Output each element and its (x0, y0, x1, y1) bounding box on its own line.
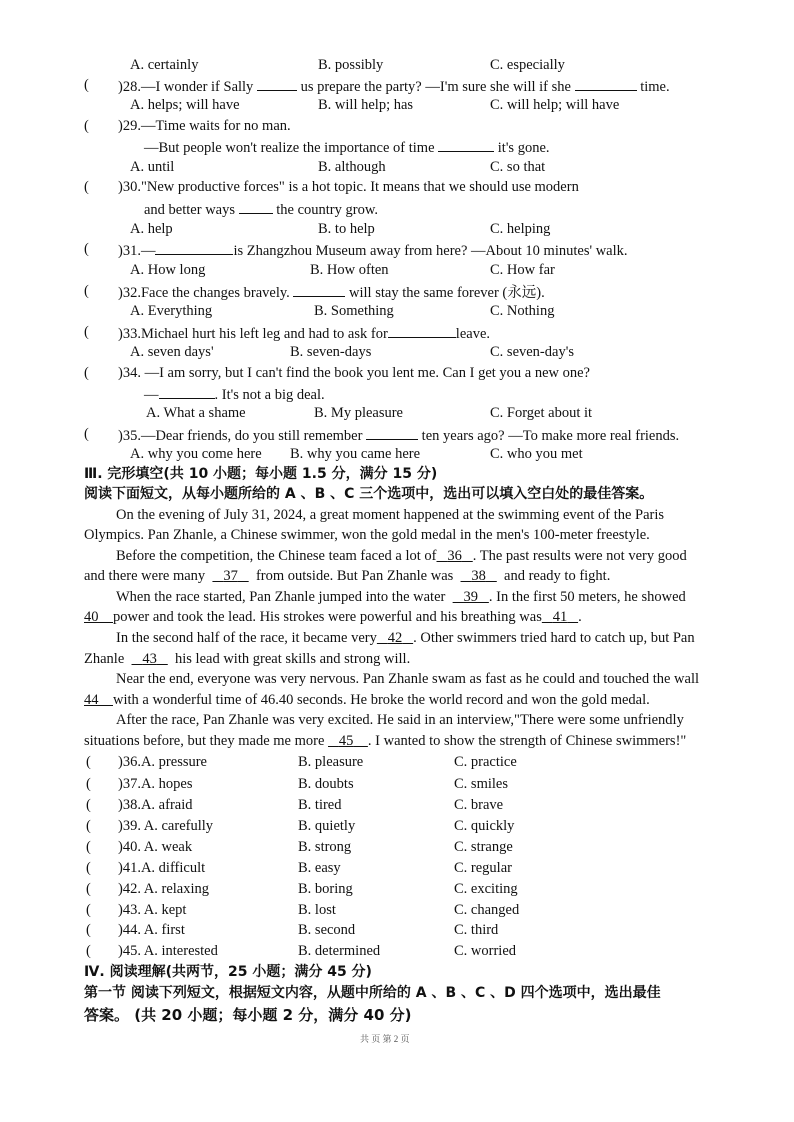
passage-p5-line1: Near the end, everyone was very nervous. Pan Zhanle swam as fast as he could and touched the wall (116, 671, 700, 687)
q34-stem-line2: — . It's not a big deal. (144, 384, 325, 404)
cloze-41-answer-paren[interactable]: ( (86, 860, 91, 876)
q30-stem: )30."New productive forces" is a hot topic. It means that we should use modern (118, 179, 579, 195)
passage-p6-line2: situations before, but they made me more 45 . I wanted to show the strength of Chinese swimmers!" (84, 733, 687, 749)
q33-stem: )33.Michael hurt his left leg and had to ask for leave. (118, 323, 490, 343)
q29-stem: )29.—Time waits for no man. (118, 118, 291, 134)
q34-option-b: B. My pleasure (314, 405, 403, 421)
passage-p5-line2: 44 with a wonderful time of 46.40 seconds. He broke the world record and won the gold medal. (84, 692, 650, 708)
q28-option-c: C. will help; will have (490, 97, 620, 113)
blank-43[interactable]: 43 (142, 651, 157, 667)
q32-option-a: A. Everything (130, 303, 213, 319)
q33-option-b: B. seven-days (290, 344, 372, 360)
q32-stem: )32.Face the changes bravely. will stay the same forever (永远). (118, 282, 545, 302)
blank-45[interactable]: 45 (338, 733, 354, 749)
passage-p3-line2: 40 power and took the lead. His strokes were powerful and his breathing was 41 . (84, 609, 582, 625)
passage-p2-line2: and there were many 37 from outside. But Pan Zhanle was 38 and ready to fight. (84, 568, 611, 584)
section4-title: Ⅳ. 阅读理解(共两节，25 小题；满分 45 分) (84, 964, 372, 980)
cloze-36-answer-paren[interactable]: ( (86, 754, 91, 770)
q31-option-b: B. How often (310, 262, 389, 278)
cloze-40-option-c: C. strange (454, 839, 513, 855)
q35-option-c: C. who you met (490, 446, 583, 462)
section4-instruction-line1: 第一节 阅读下列短文，根据短文内容，从题中所给的 A 、B 、C 、D 四个选项中，选出最佳 (84, 985, 661, 1001)
cloze-39-answer-paren[interactable]: ( (86, 818, 91, 834)
cloze-45-option-c: C. worried (454, 943, 517, 959)
q29-option-c: C. so that (490, 159, 546, 175)
q30-option-b: B. to help (318, 221, 375, 237)
q27-option-b: B. possibly (318, 57, 384, 73)
cloze-36-option-c: C. practice (454, 754, 517, 770)
cloze-36-option-b: B. pleasure (298, 754, 364, 770)
cloze-43-option-a: )43. A. kept (118, 902, 187, 918)
section3-instruction: 阅读下面短文，从每小题所给的 A 、B 、C 三个选项中，选出可以填入空白处的最佳答案。 (84, 486, 654, 502)
blank-36[interactable]: 36 (447, 548, 462, 564)
q28-answer-paren[interactable]: ( (84, 77, 89, 93)
cloze-44-option-c: C. third (454, 922, 499, 938)
passage-p1-line1: On the evening of July 31, 2024, a great moment happened at the swimming event of the Paris (116, 507, 665, 523)
q33-option-c: C. seven-day's (490, 344, 574, 360)
cloze-37-option-c: C. smiles (454, 776, 508, 792)
q30-option-a: A. help (130, 221, 173, 237)
cloze-39-option-a: )39. A. carefully (118, 818, 214, 834)
blank-41[interactable]: 41 (552, 609, 568, 625)
q31-option-c: C. How far (490, 262, 555, 278)
cloze-37-option-b: B. doubts (298, 776, 354, 792)
blank-37[interactable]: 37 (223, 568, 238, 584)
cloze-41-option-a: )41.A. difficult (118, 860, 206, 876)
passage-p4-line2: Zhanle 43 his lead with great skills and strong will. (84, 651, 411, 667)
q29-answer-paren[interactable]: ( (84, 118, 89, 134)
blank-39[interactable]: 39 (463, 589, 478, 605)
cloze-45-answer-paren[interactable]: ( (86, 943, 91, 959)
blank-40[interactable]: 40 (84, 609, 99, 625)
cloze-43-option-c: C. changed (454, 902, 520, 918)
cloze-43-option-b: B. lost (298, 902, 336, 918)
q33-option-a: A. seven days' (130, 344, 214, 360)
q35-option-b: B. why you came here (290, 446, 421, 462)
q28-option-a: A. helps; will have (130, 97, 240, 113)
cloze-45-option-b: B. determined (298, 943, 381, 959)
cloze-41-option-c: C. regular (454, 860, 512, 876)
q27-option-a: A. certainly (130, 57, 199, 73)
q29-stem-line2: —But people won't realize the importance of time it's gone. (144, 137, 550, 157)
cloze-42-option-c: C. exciting (454, 881, 518, 897)
cloze-38-option-b: B. tired (298, 797, 342, 813)
cloze-44-option-a: )44. A. first (118, 922, 185, 938)
cloze-40-answer-paren[interactable]: ( (86, 839, 91, 855)
section3-title: Ⅲ. 完形填空(共 10 小题；每小题 1.5 分，满分 15 分) (84, 466, 438, 482)
q34-stem: )34. —I am sorry, but I can't find the book you lent me. Can I get you a new one? (118, 365, 590, 381)
q34-option-c: C. Forget about it (490, 405, 593, 421)
cloze-43-answer-paren[interactable]: ( (86, 902, 91, 918)
cloze-37-option-a: )37.A. hopes (118, 776, 193, 792)
q32-answer-paren[interactable]: ( (84, 283, 89, 299)
cloze-42-option-a: )42. A. relaxing (118, 881, 210, 897)
cloze-36-option-a: )36.A. pressure (118, 754, 207, 770)
q32-option-c: C. Nothing (490, 303, 555, 319)
cloze-38-option-c: C. brave (454, 797, 504, 813)
cloze-44-answer-paren[interactable]: ( (86, 922, 91, 938)
cloze-40-option-a: )40. A. weak (118, 839, 193, 855)
q30-option-c: C. helping (490, 221, 551, 237)
cloze-45-option-a: )45. A. interested (118, 943, 218, 959)
q35-stem: )35.—Dear friends, do you still remember ten years ago? —To make more real friends. (118, 425, 679, 445)
cloze-44-option-b: B. second (298, 922, 356, 938)
passage-p6-line1: After the race, Pan Zhanle was very excited. He said in an interview,"There were some unfriendly (116, 712, 684, 728)
blank-44[interactable]: 44 (84, 692, 99, 708)
cloze-38-option-a: )38.A. afraid (118, 797, 193, 813)
cloze-41-option-b: B. easy (298, 860, 341, 876)
passage-p1-line2: Olympics. Pan Zhanle, a Chinese swimmer, won the gold medal in the men's 100-meter freestyle. (84, 527, 650, 543)
q28-stem: )28.—I wonder if Sally us prepare the party? —I'm sure she will if she time. (118, 76, 670, 96)
page-footer: 共 页 第 2 页 (360, 1034, 410, 1044)
section4-instruction-line2: 答案。 (共 20 小题；每小题 2 分，满分 40 分) (84, 1006, 412, 1024)
q31-stem: )31.— is Zhangzhou Museum away from here? —About 10 minutes' walk. (118, 240, 628, 260)
q35-answer-paren[interactable]: ( (84, 426, 89, 442)
q30-stem-line2: and better ways the country grow. (144, 199, 378, 219)
q31-answer-paren[interactable]: ( (84, 241, 89, 257)
cloze-42-option-b: B. boring (298, 881, 353, 897)
q34-answer-paren[interactable]: ( (84, 365, 89, 381)
cloze-37-answer-paren[interactable]: ( (86, 776, 91, 792)
cloze-38-answer-paren[interactable]: ( (86, 797, 91, 813)
q27-option-c: C. especially (490, 57, 565, 73)
q29-option-b: B. although (318, 159, 386, 175)
cloze-39-option-c: C. quickly (454, 818, 515, 834)
blank-42[interactable]: 42 (387, 630, 403, 646)
q31-option-a: A. How long (130, 262, 206, 278)
q33-answer-paren[interactable]: ( (84, 324, 89, 340)
q32-option-b: B. Something (314, 303, 394, 319)
passage-p4-line1: In the second half of the race, it became very 42 . Other swimmers tried hard to catch up, but Pan (116, 630, 695, 646)
cloze-39-option-b: B. quietly (298, 818, 356, 834)
q34-option-a: A. What a shame (146, 405, 246, 421)
passage-p2-line1: Before the competition, the Chinese team faced a lot of 36 . The past results were not very good (116, 548, 687, 564)
q35-option-a: A. why you come here (130, 446, 262, 462)
q29-option-a: A. until (130, 159, 175, 175)
passage-p3-line1: When the race started, Pan Zhanle jumped into the water 39 . In the first 50 meters, he showed (116, 589, 686, 605)
q28-option-b: B. will help; has (318, 97, 414, 113)
cloze-40-option-b: B. strong (298, 839, 352, 855)
cloze-42-answer-paren[interactable]: ( (86, 881, 91, 897)
q30-answer-paren[interactable]: ( (84, 179, 89, 195)
blank-38[interactable]: 38 (471, 568, 486, 584)
